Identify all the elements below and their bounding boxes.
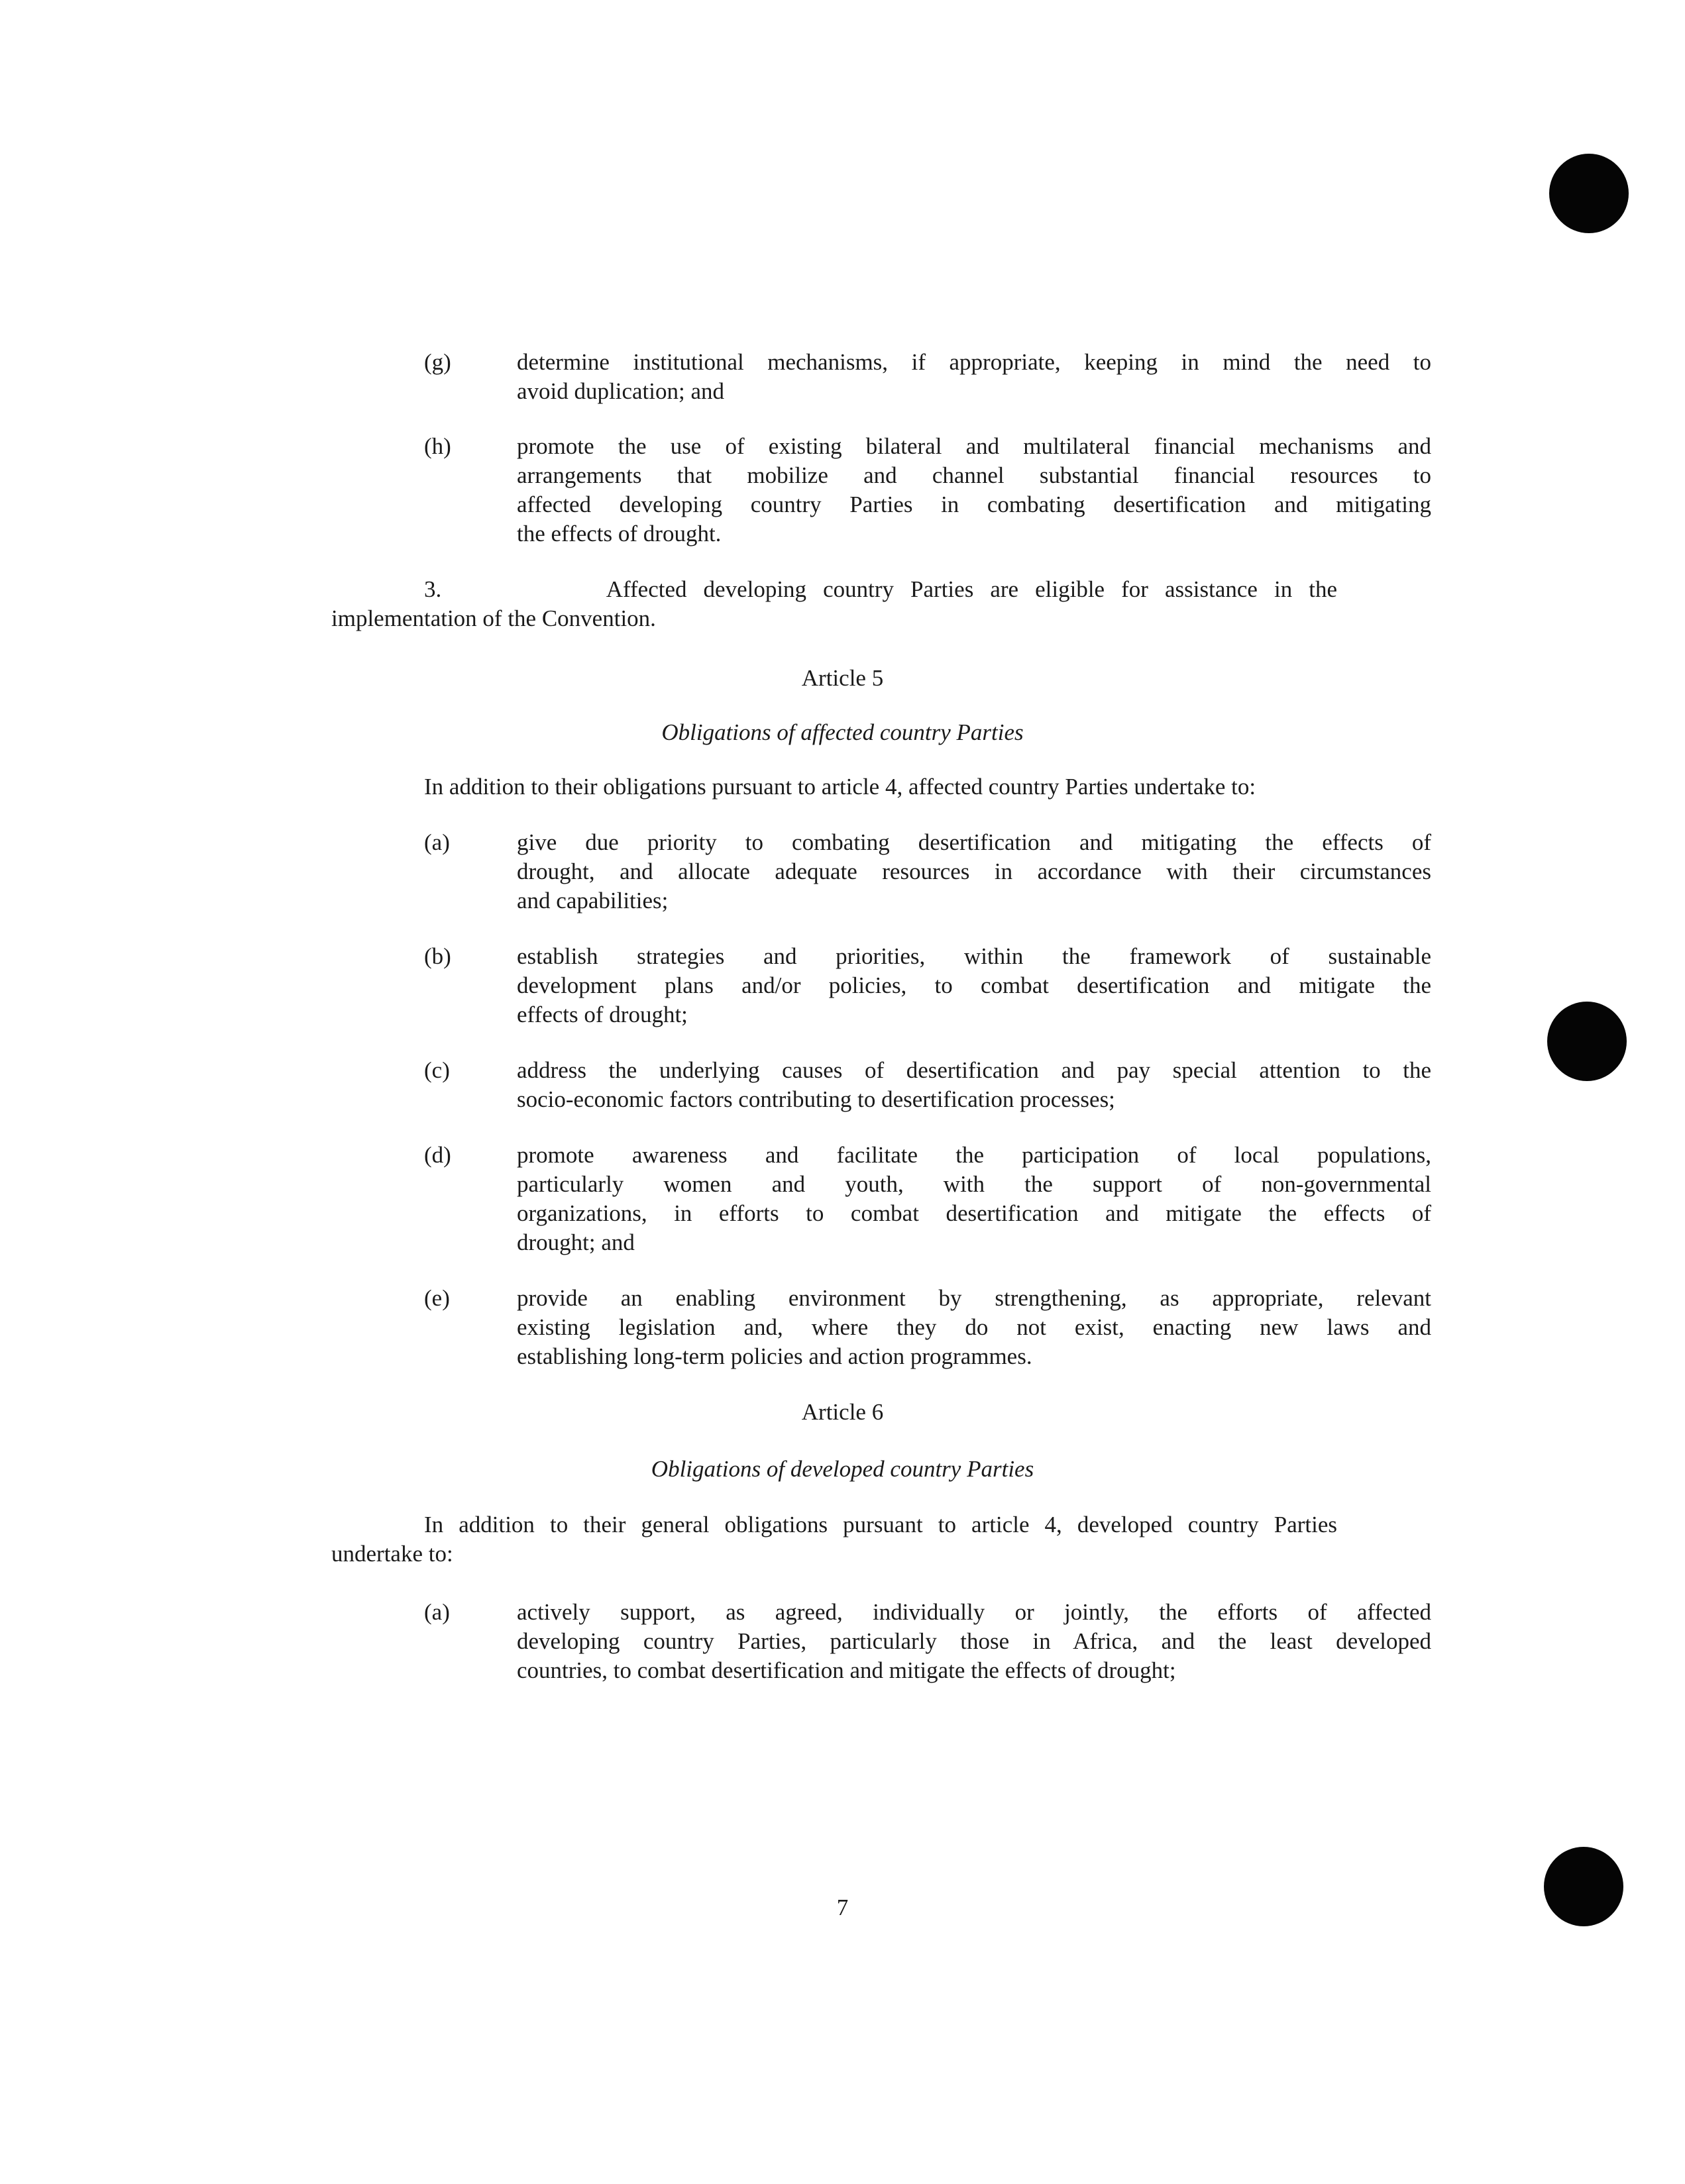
article-5-intro [424,772,1256,802]
item-line: drought; and [517,1229,635,1255]
item-line: particularly women and youth, with the support of non-governmental [517,1171,1431,1197]
article-6-subheading: Obligations of developed country Parties [651,1456,1034,1482]
item-line: socio-economic factors contributing to desertification processes; [517,1086,1115,1112]
item-line: give due priority to combating desertification and mitigating the effects of [517,829,1431,855]
item-line: promote awareness and facilitate the participation of local populations, [517,1142,1431,1168]
item-line: provide an enabling environment by strengthening, as appropriate, relevant [517,1285,1431,1311]
article-6-intro [331,1510,1337,1569]
item-line: drought, and allocate adequate resources in accordance with their circumstances [517,858,1431,884]
item-line: development plans and/or policies, to combat desertification and mitigate the [517,972,1431,998]
article-5-subheading: Obligations of affected country Parties [661,719,1024,745]
item-label: (d) [424,1142,451,1168]
item-line: countries, to combat desertification and mitigate the effects of drought; [517,1657,1176,1683]
paragraph-line: 3. Affected developing country Parties are eligible for assistance in the [424,576,1337,602]
item-line: developing country Parties, particularly those in Africa, and the least developed [517,1628,1431,1654]
item-label: (e) [424,1285,450,1311]
item-line: address the underlying causes of desertification and pay special attention to the [517,1057,1431,1083]
item-line: determine institutional mechanisms, if appropriate, keeping in mind the need to [517,349,1431,375]
item-label: (a) [424,829,450,855]
item-line: establish strategies and priorities, within the framework of sustainable [517,943,1431,969]
item-label: (a) [424,1599,450,1625]
item-label: (b) [424,943,451,969]
paragraph-line: implementation of the Convention. [331,605,656,631]
item-line: avoid duplication; and [517,378,724,404]
item-label: (c) [424,1057,450,1083]
item-line: promote the use of existing bilateral and multilateral financial mechanisms and [517,433,1431,459]
punch-hole-top [1549,154,1629,233]
item-label: (g) [424,349,451,375]
paragraph-line: In addition to their obligations pursuant to article 4, affected country Parties undertake to: [424,774,1256,800]
article-5-heading: Article 5 [801,665,884,691]
item-label: (h) [424,433,451,459]
item-line: affected developing country Parties in combating desertification and mitigating [517,492,1431,517]
item-line: actively support, as agreed, individually or jointly, the efforts of affected [517,1599,1431,1625]
page-number: 7 [836,1895,849,1920]
punch-hole-middle [1547,1002,1627,1081]
item-line: organizations, in efforts to combat desertification and mitigate the effects of [517,1200,1431,1226]
item-line: establishing long-term policies and action programmes. [517,1343,1032,1369]
item-line: arrangements that mobilize and channel substantial financial resources to [517,462,1431,488]
item-line: existing legislation and, where they do not exist, enacting new laws and [517,1314,1431,1340]
item-line: the effects of drought. [517,521,722,546]
article-6-heading: Article 6 [801,1399,884,1425]
paragraph-3 [331,575,1337,633]
paragraph-line: undertake to: [331,1541,453,1567]
item-line: and capabilities; [517,888,669,913]
item-line: effects of drought; [517,1002,688,1027]
paragraph-line: In addition to their general obligations pursuant to article 4, developed country Parties [424,1512,1337,1537]
